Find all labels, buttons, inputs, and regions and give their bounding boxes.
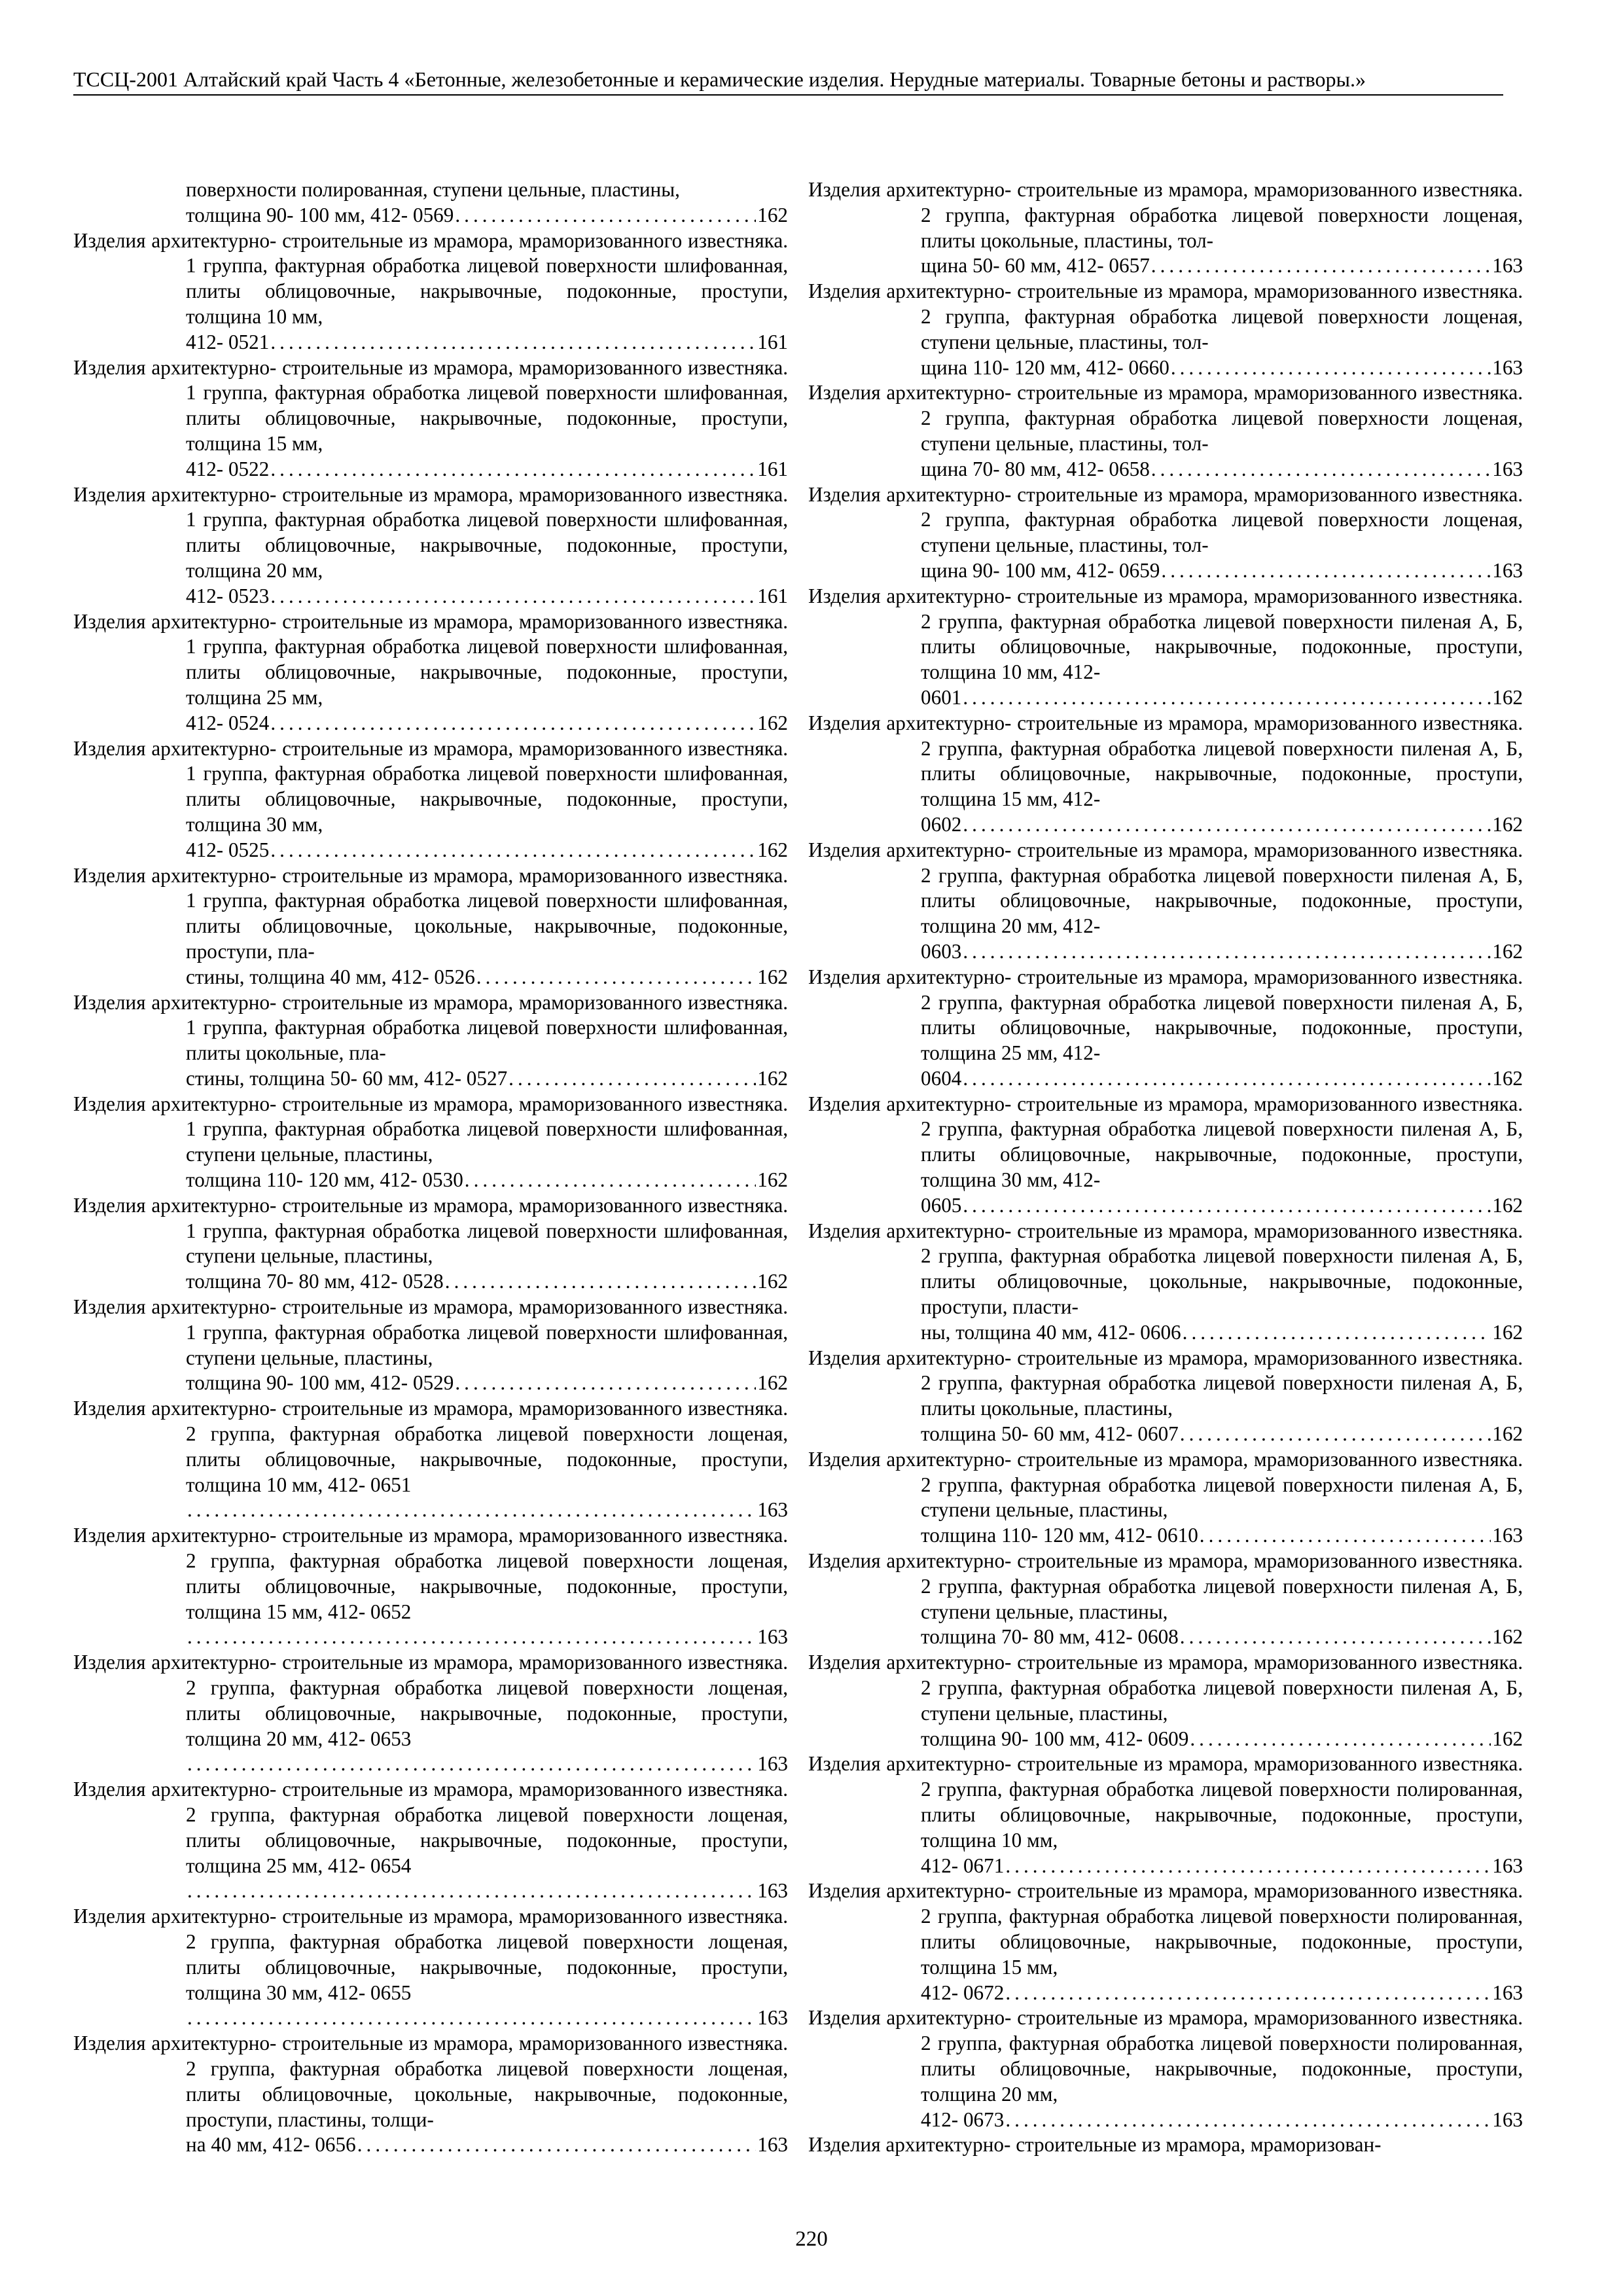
entry-page-ref: 163 bbox=[1492, 2108, 1523, 2131]
entry-code: 412- 0524 bbox=[186, 711, 270, 734]
entry-description: архитектурно- строительные из мрамора, мраморизованного известняка. 2 группа, фактурная обработка лицевой поверхности лощеная, плиты облицовочные, накрывочные, подоконные, проступи, толщина 10 мм, 412- 0651 bbox=[151, 1397, 789, 1496]
entry-tail bbox=[186, 711, 788, 736]
entry-code: толщина 70- 80 мм, 412- 0528 bbox=[186, 1270, 444, 1293]
entry-page-ref: 163 bbox=[757, 1498, 788, 1522]
leader-dots bbox=[1190, 1727, 1491, 1752]
index-entry bbox=[808, 1549, 1523, 1650]
entry-page-ref: 163 bbox=[1492, 1981, 1523, 2004]
entry-tail bbox=[186, 1624, 788, 1650]
entry-page-ref: 162 bbox=[757, 1371, 788, 1395]
index-entry bbox=[73, 482, 788, 609]
entry-text bbox=[73, 1523, 789, 1624]
entry-page-ref: 162 bbox=[1492, 812, 1523, 836]
entry-text bbox=[73, 863, 789, 965]
entry-tail bbox=[921, 1193, 1523, 1219]
entry-lead-word: Изделия bbox=[808, 381, 881, 404]
entry-text bbox=[808, 177, 1524, 253]
leader-dots bbox=[270, 330, 756, 355]
entry-tail bbox=[186, 457, 788, 482]
leader-dots bbox=[1183, 1320, 1491, 1346]
leader-dots bbox=[187, 1498, 756, 1523]
entry-text bbox=[808, 279, 1524, 355]
index-entry bbox=[808, 380, 1523, 482]
entry-text bbox=[73, 1777, 789, 1878]
entry-page-ref: 163 bbox=[757, 1625, 788, 1649]
running-header bbox=[73, 67, 1503, 96]
entry-description: архитектурно- строительные из мрамора, мраморизованного известняка. 1 группа, фактурная обработка лицевой поверхности шлифованная, плиты облицовочные, накрывочные, подоконные, проступи, толщина 10 мм, bbox=[151, 228, 789, 328]
index-entry bbox=[73, 863, 788, 990]
entry-code: 412- 0522 bbox=[186, 457, 270, 480]
leader-dots bbox=[1005, 2108, 1491, 2133]
entry-page-ref: 161 bbox=[757, 330, 788, 353]
leader-dots bbox=[508, 1066, 756, 1092]
entry-description: архитектурно- строительные из мрамора, мраморизованного известняка. 2 группа, фактурная обработка лицевой поверхности пиленая А, Б, плиты облицовочные, накрывочные, подоконные, проступи, толщина 25 мм, 412- bbox=[886, 965, 1524, 1065]
entry-tail bbox=[921, 253, 1523, 279]
entry-page-ref: 162 bbox=[1492, 1066, 1523, 1090]
entry-page-ref: 163 bbox=[757, 2006, 788, 2030]
entry-page-ref: 161 bbox=[757, 457, 788, 480]
entry-page-ref: 162 bbox=[757, 838, 788, 861]
entry-text bbox=[808, 838, 1524, 939]
entry-text bbox=[73, 1092, 789, 1168]
entry-code: толщина 90- 100 мм, 412- 0569 bbox=[186, 203, 454, 226]
entry-code: 412- 0673 bbox=[921, 2108, 1005, 2131]
entry-tail bbox=[186, 1066, 788, 1092]
entry-code: толщина 110- 120 мм, 412- 0610 bbox=[921, 1524, 1198, 1547]
entry-code: щина 50- 60 мм, 412- 0657 bbox=[921, 254, 1150, 278]
entry-code: 0601 bbox=[921, 685, 962, 709]
entry-lead-word: Изделия bbox=[73, 609, 146, 633]
entry-tail bbox=[921, 457, 1523, 482]
leader-dots bbox=[357, 2132, 757, 2158]
leader-dots bbox=[963, 1066, 1491, 1092]
leader-dots bbox=[963, 812, 1491, 838]
entry-lead-word: Изделия bbox=[73, 482, 146, 506]
entry-tail bbox=[921, 355, 1523, 381]
leader-dots bbox=[270, 457, 756, 482]
entry-code: толщина 70- 80 мм, 412- 0608 bbox=[921, 1625, 1179, 1649]
entry-code: 412- 0521 bbox=[186, 330, 270, 353]
index-entry bbox=[808, 2005, 1523, 2132]
entry-page-ref: 163 bbox=[1492, 254, 1523, 278]
leader-dots bbox=[963, 939, 1491, 965]
entry-description: архитектурно- строительные из мрамора, мраморизованного известняка. 2 группа, фактурная обработка лицевой поверхности лощеная, плиты облицовочные, накрывочные, подоконные, проступи, толщина 25 мм, 412- 0654 bbox=[151, 1778, 789, 1877]
entry-description: архитектурно- строительные из мрамора, мраморизованного известняка. 2 группа, фактурная обработка лицевой поверхности пиленая А, Б, плиты облицовочные, накрывочные, подоконные, проступи, толщина 30 мм, 412- bbox=[886, 1092, 1524, 1192]
index-column-right bbox=[808, 177, 1523, 2158]
entry-lead-word: Изделия bbox=[808, 178, 881, 201]
entry-description: архитектурно- строительные из мрамора, мраморизованного известняка. 1 группа, фактурная обработка лицевой поверхности шлифованная, плиты облицовочные, накрывочные, подоконные, проступи, толщина 20 мм, bbox=[151, 482, 789, 582]
leader-dots bbox=[187, 1751, 756, 1777]
entry-code: 412- 0671 bbox=[921, 1854, 1005, 1877]
entry-lead-word: Изделия bbox=[73, 1092, 146, 1115]
leader-dots bbox=[1005, 1854, 1491, 1879]
entry-tail bbox=[921, 1624, 1523, 1650]
entry-description: архитектурно- строительные из мрамора, мраморизованного известняка. 1 группа, фактурная обработка лицевой поверхности шлифованная, плиты облицовочные, накрывочные, подоконные, проступи, толщина 15 мм, bbox=[151, 355, 789, 455]
index-entry bbox=[808, 177, 1523, 279]
leader-dots bbox=[187, 1878, 756, 1904]
entry-code: 0605 bbox=[921, 1193, 962, 1217]
entry-text bbox=[808, 1219, 1524, 1320]
entry-tail bbox=[186, 330, 788, 355]
entry-text bbox=[808, 380, 1524, 456]
index-entry bbox=[808, 1878, 1523, 2005]
entry-code: 412- 0525 bbox=[186, 838, 270, 861]
index-entry bbox=[808, 2132, 1523, 2158]
entry-lead-word: Изделия bbox=[808, 1752, 881, 1776]
entry-text bbox=[808, 1346, 1524, 1422]
index-entry bbox=[73, 1523, 788, 1650]
entry-text bbox=[808, 1092, 1524, 1193]
entry-code: толщина 50- 60 мм, 412- 0607 bbox=[921, 1422, 1179, 1446]
leader-dots bbox=[476, 965, 756, 990]
index-entry bbox=[808, 838, 1523, 965]
entry-tail bbox=[921, 558, 1523, 584]
leader-dots bbox=[270, 711, 756, 736]
entry-page-ref: 163 bbox=[757, 1879, 788, 1903]
entry-description: архитектурно- строительные из мрамора, мраморизованного известняка. 2 группа, фактурная обработка лицевой поверхности лощеная, плиты облицовочные, цокольные, накрывочные, подоконные, проступи, пластины, толщи- bbox=[151, 2032, 789, 2131]
entry-page-ref: 162 bbox=[1492, 1727, 1523, 1750]
index-entry bbox=[808, 1219, 1523, 1346]
leader-dots bbox=[187, 2005, 756, 2031]
entry-lead-word: Изделия bbox=[808, 965, 881, 988]
entry-text bbox=[808, 965, 1524, 1066]
index-entry bbox=[73, 609, 788, 736]
entry-code: щина 90- 100 мм, 412- 0659 bbox=[921, 558, 1160, 582]
entry-description: архитектурно- строительные из мрамора, мраморизованного известняка. 2 группа, фактурная обработка лицевой поверхности лощеная, плиты облицовочные, накрывочные, подоконные, проступи, толщина 30 мм, 412- 0655 bbox=[151, 1905, 789, 2004]
entry-tail bbox=[186, 1878, 788, 1904]
index-entry bbox=[73, 1396, 788, 1523]
leader-dots bbox=[1151, 457, 1491, 482]
entry-description: архитектурно- строительные из мрамора, мраморизованного известняка. 2 группа, фактурная обработка лицевой поверхности лощеная, ступени цельные, пластины, тол- bbox=[886, 482, 1524, 557]
entry-lead-word: Изделия bbox=[808, 1346, 881, 1369]
entry-text bbox=[73, 228, 789, 330]
index-entry bbox=[808, 279, 1523, 380]
entry-description: архитектурно- строительные из мрамора, мраморизованного известняка. 2 группа, фактурная обработка лицевой поверхности лощеная, ступени цельные, пластины, тол- bbox=[886, 279, 1524, 353]
entry-tail bbox=[921, 1981, 1523, 2006]
entry-text bbox=[186, 177, 788, 203]
entry-text bbox=[73, 736, 789, 838]
entry-lead-word: Изделия bbox=[808, 1651, 881, 1674]
header-title: ТССЦ-2001 Алтайский край Часть 4 «Бетонные, железобетонные и керамические изделия. Нерудные материалы. Товарные бетоны и растворы.» bbox=[73, 67, 1366, 91]
entry-text bbox=[808, 1549, 1524, 1624]
entry-tail bbox=[186, 1371, 788, 1396]
entry-lead-word: Изделия bbox=[808, 1447, 881, 1471]
index-entry bbox=[73, 228, 788, 355]
entry-lead-word: Изделия bbox=[808, 1549, 881, 1573]
entry-text bbox=[808, 482, 1524, 558]
entry-page-ref: 162 bbox=[1492, 1625, 1523, 1649]
leader-dots bbox=[963, 1193, 1491, 1219]
entry-tail bbox=[921, 1854, 1523, 1879]
entry-text bbox=[808, 1447, 1524, 1523]
entry-code: на 40 мм, 412- 0656 bbox=[186, 2133, 356, 2157]
entry-tail bbox=[186, 2005, 788, 2031]
entry-description: архитектурно- строительные из мрамора, мраморизованного известняка. 1 группа, фактурная обработка лицевой поверхности шлифованная, плиты облицовочные, цокольные, накрывочные, подоконные, проступи, пла- bbox=[151, 863, 789, 963]
entry-tail bbox=[921, 1066, 1523, 1092]
entry-code: 0602 bbox=[921, 812, 962, 836]
entry-code: стины, толщина 50- 60 мм, 412- 0527 bbox=[186, 1066, 508, 1090]
entry-text bbox=[73, 355, 789, 457]
entry-code: щина 70- 80 мм, 412- 0658 bbox=[921, 457, 1150, 480]
entry-page-ref: 162 bbox=[1492, 685, 1523, 709]
entry-text bbox=[73, 1295, 789, 1371]
entry-tail bbox=[186, 1269, 788, 1295]
entry-lead-word: Изделия bbox=[73, 2032, 146, 2055]
entry-lead-word: Изделия bbox=[808, 279, 881, 303]
entry-lead-word: Изделия bbox=[73, 1651, 146, 1674]
entry-page-ref: 163 bbox=[1492, 355, 1523, 379]
leader-dots bbox=[1151, 253, 1491, 279]
entry-page-ref: 161 bbox=[757, 584, 788, 607]
entry-text bbox=[808, 1751, 1524, 1853]
entry-description: архитектурно- строительные из мрамора, мраморизованного известняка. 1 группа, фактурная обработка лицевой поверхности шлифованная, плиты облицовочные, накрывочные, подоконные, проступи, толщина 25 мм, bbox=[151, 609, 789, 709]
index-entry bbox=[808, 584, 1523, 711]
entry-text bbox=[73, 482, 789, 584]
index-entry bbox=[73, 355, 788, 482]
entry-lead-word: Изделия bbox=[73, 1778, 146, 1801]
entry-lead-word: Изделия bbox=[73, 1524, 146, 1547]
leader-dots bbox=[1171, 355, 1491, 381]
leader-dots bbox=[455, 203, 756, 228]
entry-code: щина 110- 120 мм, 412- 0660 bbox=[921, 355, 1169, 379]
page-number: 220 bbox=[795, 2227, 828, 2251]
entry-tail bbox=[921, 812, 1523, 838]
entry-code: толщина 110- 120 мм, 412- 0530 bbox=[186, 1168, 463, 1192]
entry-tail bbox=[186, 1498, 788, 1523]
leader-dots bbox=[270, 584, 756, 609]
entry-tail bbox=[921, 1523, 1523, 1549]
entry-text bbox=[73, 609, 789, 711]
entry-lead-word: Изделия bbox=[73, 1905, 146, 1928]
entry-page-ref: 163 bbox=[757, 1752, 788, 1776]
entry-description: архитектурно- строительные из мрамора, мраморизован- bbox=[885, 2133, 1382, 2157]
entry-lead-word: Изделия bbox=[73, 1397, 146, 1420]
leader-dots bbox=[1180, 1624, 1491, 1650]
entry-description: архитектурно- строительные из мрамора, мраморизованного известняка. 1 группа, фактурная обработка лицевой поверхности шлифованная, плиты облицовочные, накрывочные, подоконные, проступи, толщина 30 мм, bbox=[151, 736, 789, 836]
index-entry bbox=[73, 1193, 788, 1295]
entry-description: архитектурно- строительные из мрамора, мраморизованного известняка. 2 группа, фактурная обработка лицевой поверхности полированная, плиты облицовочные, накрывочные, подоконные, проступи, толщина 15 мм, bbox=[886, 1879, 1524, 1979]
entry-tail bbox=[921, 1727, 1523, 1752]
leader-dots bbox=[445, 1269, 756, 1295]
entry-description: архитектурно- строительные из мрамора, мраморизованного известняка. 2 группа, фактурная обработка лицевой поверхности полированная, плиты облицовочные, накрывочные, подоконные, проступи, толщина 10 мм, bbox=[886, 1752, 1524, 1852]
leader-dots bbox=[465, 1168, 756, 1193]
index-entry bbox=[73, 1777, 788, 1904]
entry-code: толщина 90- 100 мм, 412- 0529 bbox=[186, 1371, 454, 1395]
entry-description: архитектурно- строительные из мрамора, мраморизованного известняка. 2 группа, фактурная обработка лицевой поверхности пиленая А, Б, плиты облицовочные, накрывочные, подоконные, проступи, толщина 10 мм, 412- bbox=[886, 584, 1524, 684]
index-entry bbox=[808, 1650, 1523, 1751]
entry-description: архитектурно- строительные из мрамора, мраморизованного известняка. 2 группа, фактурная обработка лицевой поверхности полированная, плиты облицовочные, накрывочные, подоконные, проступи, толщина 20 мм, bbox=[886, 2006, 1524, 2106]
entry-description: архитектурно- строительные из мрамора, мраморизованного известняка. 2 группа, фактурная обработка лицевой поверхности лощеная, плиты цокольные, пластины, тол- bbox=[886, 178, 1524, 252]
entry-description: архитектурно- строительные из мрамора, мраморизованного известняка. 1 группа, фактурная обработка лицевой поверхности шлифованная, плиты цокольные, пла- bbox=[151, 990, 789, 1065]
entry-page-ref: 162 bbox=[757, 965, 788, 988]
entry-text bbox=[73, 990, 789, 1066]
entry-text bbox=[73, 1650, 789, 1751]
entry-lead-word: Изделия bbox=[808, 1879, 881, 1903]
entry-page-ref: 162 bbox=[1492, 1320, 1523, 1344]
entry-tail bbox=[186, 203, 788, 228]
leader-dots bbox=[187, 1624, 756, 1650]
entry-code: 0603 bbox=[921, 939, 962, 963]
entry-page-ref: 162 bbox=[1492, 1193, 1523, 1217]
index-entry bbox=[808, 1346, 1523, 1447]
entry-text bbox=[73, 1904, 789, 2005]
entry-page-ref: 162 bbox=[1492, 939, 1523, 963]
entry-description: архитектурно- строительные из мрамора, мраморизованного известняка. 2 группа, фактурная обработка лицевой поверхности пиленая А, Б, плиты цокольные, пластины, bbox=[886, 1346, 1524, 1420]
entry-lead-word: Изделия bbox=[73, 990, 146, 1014]
entry-description: архитектурно- строительные из мрамора, мраморизованного известняка. 1 группа, фактурная обработка лицевой поверхности шлифованная, ступени цельные, пластины, bbox=[151, 1092, 789, 1166]
entry-tail bbox=[186, 1168, 788, 1193]
entry-lead-word: Изделия bbox=[73, 228, 146, 252]
entry-lead-word: Изделия bbox=[73, 355, 146, 379]
index-entry bbox=[73, 2031, 788, 2158]
entry-page-ref: 162 bbox=[757, 711, 788, 734]
entry-tail bbox=[186, 2132, 788, 2158]
entry-description: поверхности полированная, ступени цельные, пластины, bbox=[186, 178, 680, 201]
index-entry bbox=[73, 1092, 788, 1193]
entry-tail bbox=[186, 584, 788, 609]
index-entry bbox=[73, 990, 788, 1092]
index-entry bbox=[808, 965, 1523, 1092]
entry-code: 0604 bbox=[921, 1066, 962, 1090]
leader-dots bbox=[1161, 558, 1491, 584]
entry-text bbox=[808, 2132, 1523, 2158]
index-entry bbox=[808, 711, 1523, 838]
entry-page-ref: 163 bbox=[1492, 558, 1523, 582]
entry-page-ref: 163 bbox=[757, 2133, 788, 2157]
entry-lead-word: Изделия bbox=[808, 1092, 881, 1115]
entry-tail bbox=[921, 685, 1523, 711]
entry-description: архитектурно- строительные из мрамора, мраморизованного известняка. 2 группа, фактурная обработка лицевой поверхности пиленая А, Б, ступени цельные, пластины, bbox=[886, 1549, 1524, 1623]
entry-page-ref: 162 bbox=[1492, 1422, 1523, 1446]
entry-text bbox=[73, 2031, 789, 2132]
entry-text bbox=[808, 584, 1524, 685]
index-entry bbox=[73, 736, 788, 863]
entry-page-ref: 162 bbox=[757, 203, 788, 226]
entry-lead-word: Изделия bbox=[73, 1193, 146, 1217]
entry-code: толщина 90- 100 мм, 412- 0609 bbox=[921, 1727, 1189, 1750]
entry-tail bbox=[921, 2108, 1523, 2133]
entry-lead-word: Изделия bbox=[808, 2006, 881, 2030]
entry-lead-word: Изделия bbox=[73, 736, 146, 760]
entry-lead-word: Изделия bbox=[808, 838, 881, 861]
entry-code: ны, толщина 40 мм, 412- 0606 bbox=[921, 1320, 1181, 1344]
entry-page-ref: 162 bbox=[757, 1066, 788, 1090]
entry-description: архитектурно- строительные из мрамора, мраморизованного известняка. 2 группа, фактурная обработка лицевой поверхности пиленая А, Б, ступени цельные, пластины, bbox=[886, 1447, 1524, 1522]
entry-description: архитектурно- строительные из мрамора, мраморизованного известняка. 2 группа, фактурная обработка лицевой поверхности пиленая А, Б, ступени цельные, пластины, bbox=[886, 1651, 1524, 1725]
entry-lead-word: Изделия bbox=[808, 482, 881, 506]
index-entry bbox=[73, 1650, 788, 1777]
entry-page-ref: 163 bbox=[1492, 1854, 1523, 1877]
entry-description: архитектурно- строительные из мрамора, мраморизованного известняка. 2 группа, фактурная обработка лицевой поверхности пиленая А, Б, плиты облицовочные, цокольные, накрывочные, подоконные, проступи, пласти- bbox=[886, 1219, 1524, 1319]
entry-tail bbox=[921, 1422, 1523, 1447]
entry-code: 412- 0672 bbox=[921, 1981, 1005, 2004]
entry-lead-word: Изделия bbox=[808, 584, 881, 607]
entry-description: архитектурно- строительные из мрамора, мраморизованного известняка. 2 группа, фактурная обработка лицевой поверхности пиленая А, Б, плиты облицовочные, накрывочные, подоконные, проступи, толщина 15 мм, 412- bbox=[886, 711, 1524, 811]
index-column-left bbox=[73, 177, 788, 2158]
entry-text bbox=[73, 1193, 789, 1269]
entry-page-ref: 162 bbox=[757, 1168, 788, 1192]
entry-page-ref: 162 bbox=[757, 1270, 788, 1293]
index-entry bbox=[73, 177, 788, 228]
entry-lead-word: Изделия bbox=[73, 1295, 146, 1319]
leader-dots bbox=[1180, 1422, 1491, 1447]
entry-description: архитектурно- строительные из мрамора, мраморизованного известняка. 2 группа, фактурная обработка лицевой поверхности лощеная, плиты облицовочные, накрывочные, подоконные, проступи, толщина 20 мм, 412- 0653 bbox=[151, 1651, 789, 1750]
entry-description: архитектурно- строительные из мрамора, мраморизованного известняка. 1 группа, фактурная обработка лицевой поверхности шлифованная, ступени цельные, пластины, bbox=[151, 1193, 789, 1268]
entry-text bbox=[808, 1878, 1524, 1980]
entry-page-ref: 163 bbox=[1492, 1524, 1523, 1547]
index-entry bbox=[808, 1751, 1523, 1878]
index-entry bbox=[808, 482, 1523, 584]
leader-dots bbox=[270, 838, 756, 863]
entry-text bbox=[808, 1650, 1524, 1726]
leader-dots bbox=[455, 1371, 756, 1396]
entry-lead-word: Изделия bbox=[808, 2133, 881, 2157]
index-entry bbox=[808, 1092, 1523, 1219]
entry-description: архитектурно- строительные из мрамора, мраморизованного известняка. 1 группа, фактурная обработка лицевой поверхности шлифованная, ступени цельные, пластины, bbox=[151, 1295, 789, 1369]
index-entry bbox=[73, 1295, 788, 1396]
entry-code: стины, толщина 40 мм, 412- 0526 bbox=[186, 965, 475, 988]
entry-lead-word: Изделия bbox=[73, 863, 146, 887]
entry-tail bbox=[186, 1751, 788, 1777]
entry-tail bbox=[186, 838, 788, 863]
entry-lead-word: Изделия bbox=[808, 711, 881, 734]
entry-text bbox=[808, 711, 1524, 812]
entry-description: архитектурно- строительные из мрамора, мраморизованного известняка. 2 группа, фактурная обработка лицевой поверхности пиленая А, Б, плиты облицовочные, накрывочные, подоконные, проступи, толщина 20 мм, 412- bbox=[886, 838, 1524, 938]
index-entry bbox=[808, 1447, 1523, 1549]
leader-dots bbox=[963, 685, 1491, 711]
entry-page-ref: 163 bbox=[1492, 457, 1523, 480]
entry-text bbox=[73, 1396, 789, 1498]
entry-tail bbox=[921, 939, 1523, 965]
leader-dots bbox=[1005, 1981, 1491, 2006]
entry-description: архитектурно- строительные из мрамора, мраморизованного известняка. 2 группа, фактурная обработка лицевой поверхности лощеная, плиты облицовочные, накрывочные, подоконные, проступи, толщина 15 мм, 412- 0652 bbox=[151, 1524, 789, 1623]
index-entry bbox=[73, 1904, 788, 2031]
entry-text bbox=[808, 2005, 1524, 2107]
entry-description: архитектурно- строительные из мрамора, мраморизованного известняка. 2 группа, фактурная обработка лицевой поверхности лощеная, ступени цельные, пластины, тол- bbox=[886, 381, 1524, 455]
entry-tail bbox=[921, 1320, 1523, 1346]
entry-lead-word: Изделия bbox=[808, 1219, 881, 1242]
leader-dots bbox=[1200, 1523, 1491, 1549]
entry-tail bbox=[186, 965, 788, 990]
entry-code: 412- 0523 bbox=[186, 584, 270, 607]
